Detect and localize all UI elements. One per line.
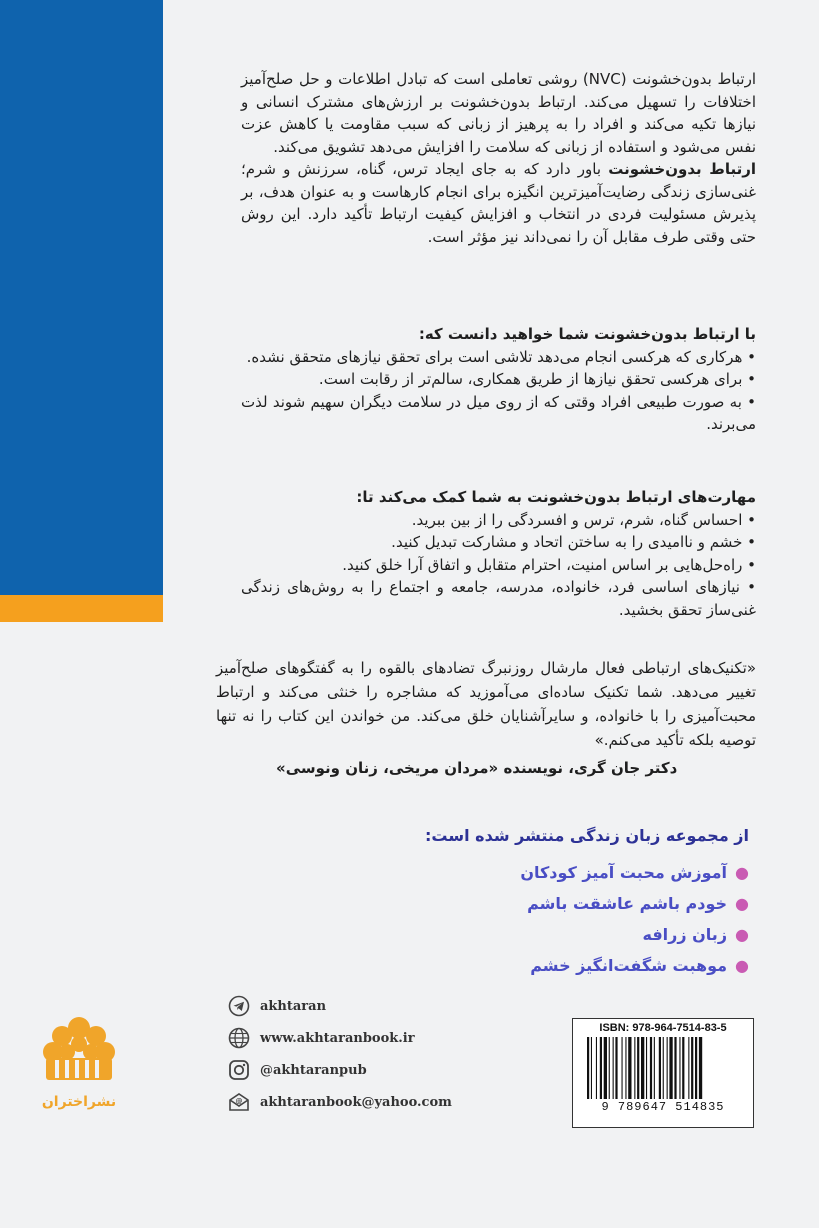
bullet-dot-icon: ● <box>735 894 749 913</box>
intro-paragraph-2 <box>241 158 756 248</box>
telegram-icon <box>228 995 250 1017</box>
intro-paragraph-2-lead: ارتباط بدون‌خشونت <box>608 160 756 178</box>
barcode-number: 9 789647 514835 <box>601 1100 725 1114</box>
list-item: • راه‌حل‌هایی بر اساس امنیت، احترام متقابل و اتفاق آرا خلق کنید. <box>241 554 756 577</box>
contact-telegram[interactable]: akhtaran <box>228 990 452 1022</box>
list-item: • برای هرکسی تحقق نیازها از طریق همکاری، سالم‌تر از رقابت است. <box>241 368 756 391</box>
intro-paragraph-2-body: باور دارد که به جای ایجاد ترس، گناه، سرزنش و شرم؛ غنی‌سازی زندگی رضایت‌آمیزترین انگیزه برای انجام کارهاست و به عنوان هدف، بر پذیرش مسئولیت فردی در انتخاب و افزایش کیفیت ارتباط تأکید دارد. این روش حتی وقتی طرف مقابل آن را نمی‌داند نیز مؤثر است. <box>241 160 756 246</box>
orange-side-bar <box>0 595 163 622</box>
instagram-icon <box>228 1059 250 1081</box>
section-skills-heading: مهارت‌های ارتباط بدون‌خشونت به شما کمک می‌کند تا: <box>356 488 756 506</box>
barcode-icon <box>583 1037 743 1099</box>
list-item: • خشم و ناامیدی را به ساختن اتحاد و مشارکت تبدیل کنید. <box>241 531 756 554</box>
contact-email[interactable]: @ akhtaranbook@yahoo.com <box>228 1086 452 1118</box>
publisher-logo <box>40 1010 118 1110</box>
flower-logo-icon <box>40 1010 118 1088</box>
bullet-dot-icon: ● <box>735 925 749 944</box>
email-icon <box>228 1091 250 1113</box>
list-item: • هرکاری که هرکسی انجام می‌دهد تلاشی است برای تحقق نیازهای متحقق نشده. <box>241 346 756 369</box>
series-item: ●آموزش محبت آمیز کودکان <box>520 863 749 882</box>
blue-side-bar <box>0 0 163 595</box>
section-learn-heading: با ارتباط بدون‌خشونت شما خواهید دانست که: <box>418 325 756 343</box>
series-item: ●زبان زرافه <box>642 925 749 944</box>
intro-paragraph-1: ارتباط بدون‌خشونت (NVC) روشی تعاملی است که تبادل اطلاعات و حل صلح‌آمیز اختلافات را تسهیل می‌کند. ارتباط بدون‌خشونت بر ارزش‌های مشترک انسانی و نیازها تکیه می‌کند و افراد را به پرهیز از زبانی که سبب مقاومت یا کاهش عزت نفس می‌شود و استفاده از زبانی که سلامت را افزایش می‌دهد تشویق می‌کند. <box>241 70 756 156</box>
list-item: • احساس گناه، شرم، ترس و افسردگی را از بین ببرید. <box>241 509 756 532</box>
quote-author: دکتر جان گری، نویسنده «مردان مریخی، زنان ونوسی» <box>276 759 678 777</box>
quote-text: «تکنیک‌های ارتباطی فعال مارشال روزنبرگ تضادهای بالقوه را به گفتگوهای صلح‌آمیز تغییر می‌دهد. شما تکنیک ساده‌ای می‌آموزید که مشاجره را خنثی می‌کند و ارتباط محبت‌آمیزی را با خانواده، و سایرآشنایان خلق می‌کند. من خواندن این کتاب را نه تنها توصیه بلکه تأکید می‌کنم.» <box>216 659 756 749</box>
endorsement-quote <box>216 656 756 795</box>
bullet-dot-icon: ● <box>735 956 749 975</box>
bullet-dot-icon: ● <box>735 863 749 882</box>
publisher-name: نشراختران <box>41 1094 117 1110</box>
series-heading: از مجموعه زبان زندگی منتشر شده است: <box>425 826 749 845</box>
globe-icon <box>228 1027 250 1049</box>
list-item: • به صورت طبیعی افراد وقتی که از روی میل در سلامت دیگران سهیم شوند لذت می‌برند. <box>241 391 756 436</box>
contact-list <box>228 990 452 1118</box>
barcode-box <box>572 1018 754 1128</box>
contact-website[interactable]: www.akhtaranbook.ir <box>228 1022 452 1054</box>
section-learn <box>241 323 756 436</box>
series-list <box>229 826 749 981</box>
intro-text <box>241 68 756 248</box>
section-skills <box>241 486 756 621</box>
series-item: ●موهبت شگفت‌انگیز خشم <box>530 956 749 975</box>
series-item: ●خودم باشم عاشقت باشم <box>527 894 749 913</box>
list-item: • نیازهای اساسی فرد، خانواده، مدرسه، جامعه و اجتماع را به روش‌های زندگی غنی‌ساز تحقق بخشید. <box>241 576 756 621</box>
svg-text:@: @ <box>235 1097 243 1105</box>
isbn-label: ISBN: 978-964-7514-83-5 <box>599 1022 727 1034</box>
contact-instagram[interactable]: @akhtaranpub <box>228 1054 452 1086</box>
